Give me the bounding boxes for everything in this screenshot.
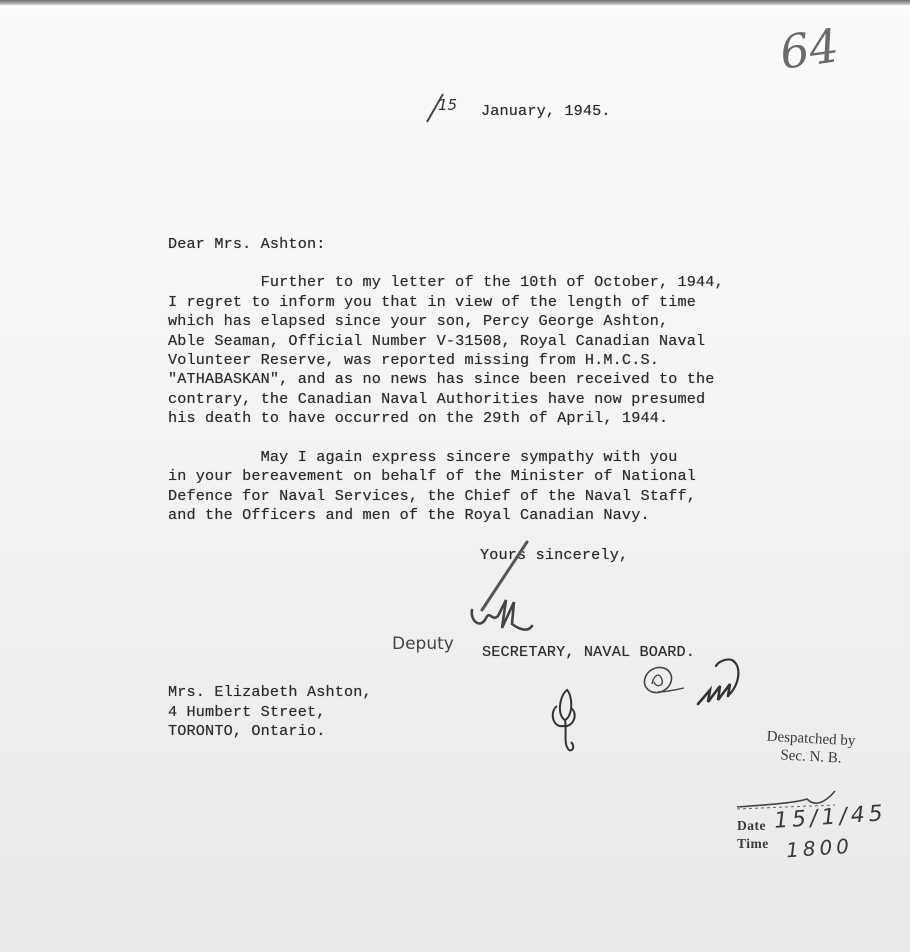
signatory-title: SECRETARY, NAVAL BOARD. [482, 643, 696, 661]
despatch-date-label: Date [737, 818, 766, 833]
despatch-date-value: 15/1/45 [773, 801, 888, 834]
paragraph-line: Further to my letter of the 10th of October, 1944, [168, 273, 724, 291]
circled-initials-icon [640, 662, 690, 702]
closing: Yours sincerely, [480, 546, 629, 564]
paragraph-line: Defence for Naval Services, the Chief of the Naval Staff, [168, 487, 697, 505]
initials-scribble-icon [692, 656, 752, 710]
despatch-time-value: 1800 [785, 833, 854, 863]
recipient-street: 4 Humbert Street, [168, 703, 326, 721]
paragraph-line: May I again express sincere sympathy with you [168, 448, 678, 466]
despatch-stamp-line-2: Sec. N. B. [779, 747, 843, 767]
despatch-time-label: Time [737, 836, 769, 851]
scan-top-edge [0, 0, 910, 5]
salutation: Dear Mrs. Ashton: [168, 235, 326, 253]
despatch-stamp-line-1: Despatched by [766, 728, 856, 750]
paragraph-line: Volunteer Reserve, was reported missing from H.M.C.S. [168, 351, 659, 369]
page-number-annotation: 64 [776, 18, 843, 80]
paragraph-line: contrary, the Canadian Naval Authorities have now presumed [168, 390, 706, 408]
paragraph-line: his death to have occurred on the 29th of April, 1944. [168, 409, 669, 427]
signature-icon [462, 540, 542, 640]
paragraph-line: in your bereavement on behalf of the Minister of National [168, 467, 697, 485]
recipient-name: Mrs. Elizabeth Ashton, [168, 683, 372, 701]
paragraph-line: Able Seaman, Official Number V-31508, Royal Canadian Naval [168, 332, 706, 350]
handwritten-day: 15 [438, 96, 458, 114]
paragraph-line: which has elapsed since your son, Percy George Ashton, [168, 312, 669, 330]
handwritten-deputy: Deputy [392, 634, 454, 654]
filing-mark-icon [545, 686, 585, 756]
paragraph-line: and the Officers and men of the Royal Canadian Navy. [168, 506, 650, 524]
recipient-city: TORONTO, Ontario. [168, 722, 326, 740]
paragraph-line: "ATHABASKAN", and as no news has since been received to the [168, 370, 715, 388]
letter-date: January, 1945. [481, 102, 611, 120]
paragraph-line: I regret to inform you that in view of the length of time [168, 293, 697, 311]
